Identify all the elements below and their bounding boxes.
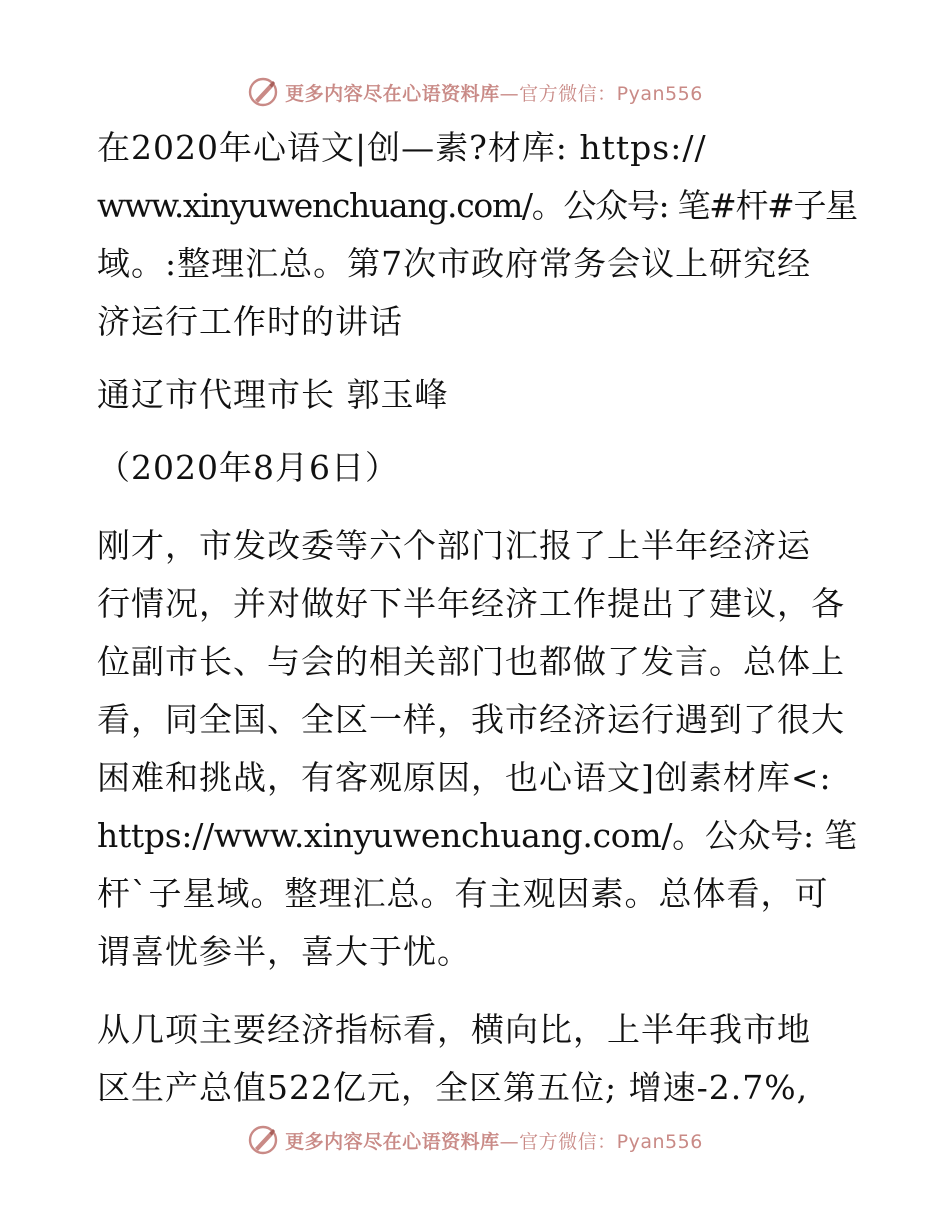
text-line: https://www.xinyuwenchuang.com/。公众号: 笔 [97, 816, 857, 855]
header-watermark-banner [0, 72, 950, 112]
text-line: 在2020年心语文|创—素?材库: https:// [97, 128, 707, 167]
text-line: 行情况，并对做好下半年经济工作提出了建议，各 [97, 584, 845, 623]
text-line: 看，同全国、全区一样，我市经济运行遇到了很大 [97, 700, 845, 739]
text-line: www.xinyuwenchuang.com/。公众号: 笔#杆#子星 [97, 186, 857, 225]
text-line: 区生产总值522亿元，全区第五位; 增速-2.7%, [97, 1068, 809, 1107]
date-line: （2020年8月6日） [97, 448, 399, 487]
text-line: 困难和挑战，有客观原因，也心语文]创素材库<: [97, 758, 832, 797]
author-line: 通辽市代理市长 郭玉峰 [97, 375, 449, 414]
text-line: 谓喜忧参半，喜大于忧。 [97, 932, 471, 971]
pen-logo-icon [247, 76, 279, 108]
text-line: 从几项主要经济指标看，横向比，上半年我市地 [97, 1010, 811, 1049]
text-line: 杆`子星域。整理汇总。有主观因素。总体看，可 [97, 874, 829, 913]
text-line: 域。:整理汇总。第7次市政府常务会议上研究经 [97, 244, 812, 283]
text-line: 刚才，市发改委等六个部门汇报了上半年经济运 [97, 526, 811, 565]
text-line: 济运行工作时的讲话 [97, 302, 403, 341]
watermark-text: 更多内容尽在心语资料库—官方微信：Pyan556 [285, 82, 703, 105]
watermark-text: 更多内容尽在心语资料库—官方微信：Pyan556 [285, 1130, 703, 1153]
text-line: 位副市长、与会的相关部门也都做了发言。总体上 [97, 642, 845, 681]
pen-logo-icon [247, 1124, 279, 1156]
footer-watermark-banner [0, 1120, 950, 1160]
